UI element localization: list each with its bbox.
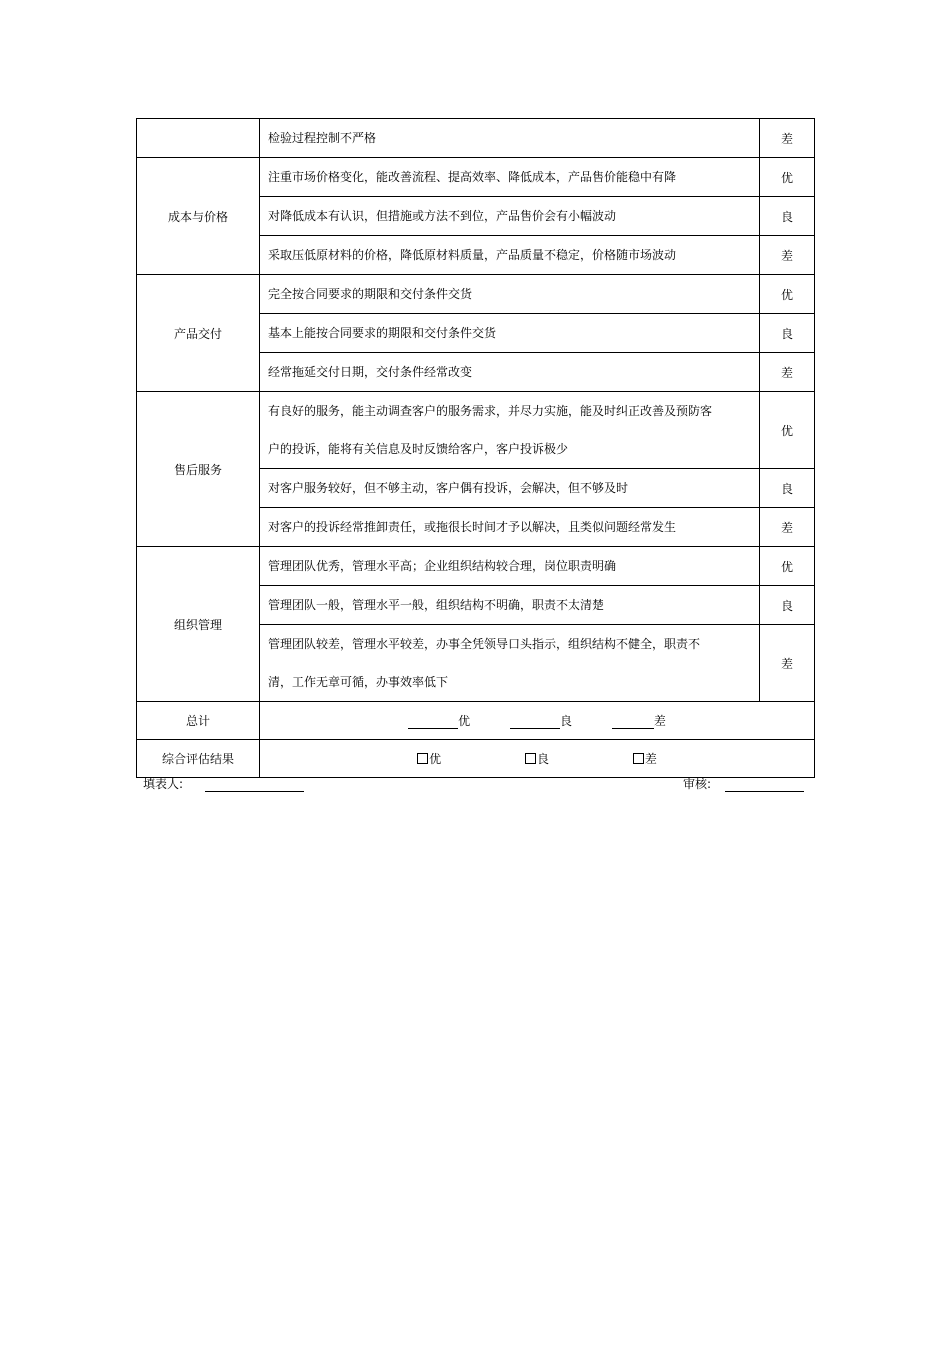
filler-signature [143,775,304,792]
table-row [137,275,815,314]
result-option-label: 优 [429,752,442,766]
result-option-poor[interactable] [633,750,657,767]
table-row [137,547,815,586]
checkbox-icon[interactable] [633,753,644,764]
result-option-label: 良 [536,752,549,766]
grade-cell: 差 [760,236,815,275]
criteria-text: 管理团队较差，管理水平较差，办事全凭领导口头指示，组织结构不健全，职责不清，工作无章可循，办事效率低下 [260,625,760,702]
criteria-text: 检验过程控制不严格 [260,119,760,158]
criteria-text: 完全按合同要求的期限和交付条件交货 [260,275,760,314]
result-option-good[interactable] [525,750,549,767]
reviewer-label: 审核: [683,777,712,791]
criteria-text: 采取压低原材料的价格，降低原材料质量，产品质量不稳定，价格随市场波动 [260,236,760,275]
table-row [137,119,815,158]
result-cell [260,740,815,778]
table-row [137,158,815,197]
grade-cell: 差 [760,119,815,158]
total-excellent [408,712,470,729]
table-row [137,392,815,469]
criteria-text: 对客户的投诉经常推卸责任，或拖很长时间才予以解决，且类似问题经常发生 [260,508,760,547]
criteria-text: 注重市场价格变化，能改善流程、提高效率、降低成本，产品售价能稳中有降 [260,158,760,197]
total-row [137,702,815,740]
criteria-text: 管理团队一般，管理水平一般，组织结构不明确，职责不太清楚 [260,586,760,625]
total-good [510,712,572,729]
category-cell [137,119,260,158]
grade-cell: 优 [760,275,815,314]
total-poor-label: 差 [653,714,666,728]
criteria-text: 管理团队优秀，管理水平高；企业组织结构较合理，岗位职责明确 [260,547,760,586]
total-good-field[interactable] [510,714,560,729]
result-row [137,740,815,778]
reviewer-field[interactable] [725,775,804,792]
grade-cell: 优 [760,547,815,586]
filler-label: 填表人: [143,777,184,791]
grade-cell: 优 [760,392,815,469]
total-excellent-field[interactable] [408,714,458,729]
category-cell: 组织管理 [137,547,260,702]
total-poor [612,712,666,729]
checkbox-icon[interactable] [417,753,428,764]
total-poor-field[interactable] [612,714,654,729]
criteria-text: 有良好的服务，能主动调查客户的服务需求，并尽力实施，能及时纠正改善及预防客户的投诉，能将有关信息及时反馈给客户，客户投诉极少 [260,392,760,469]
grade-cell: 良 [760,314,815,353]
total-excellent-label: 优 [458,714,471,728]
total-cell [260,702,815,740]
grade-cell: 差 [760,353,815,392]
total-label: 总计 [137,702,260,740]
criteria-text: 对客户服务较好，但不够主动，客户偶有投诉，会解决，但不够及时 [260,469,760,508]
category-cell: 产品交付 [137,275,260,392]
result-option-excellent[interactable] [417,750,441,767]
grade-cell: 良 [760,469,815,508]
category-cell: 售后服务 [137,392,260,547]
total-good-label: 良 [559,714,572,728]
grade-cell: 良 [760,586,815,625]
criteria-text: 经常拖延交付日期，交付条件经常改变 [260,353,760,392]
criteria-text: 基本上能按合同要求的期限和交付条件交货 [260,314,760,353]
grade-cell: 良 [760,197,815,236]
grade-cell: 差 [760,625,815,702]
checkbox-icon[interactable] [525,753,536,764]
grade-cell: 优 [760,158,815,197]
result-option-label: 差 [644,752,657,766]
category-cell: 成本与价格 [137,158,260,275]
evaluation-table [136,118,815,778]
criteria-text: 对降低成本有认识，但措施或方法不到位，产品售价会有小幅波动 [260,197,760,236]
reviewer-signature [683,775,804,792]
filler-field[interactable] [205,775,304,792]
result-label: 综合评估结果 [137,740,260,778]
grade-cell: 差 [760,508,815,547]
